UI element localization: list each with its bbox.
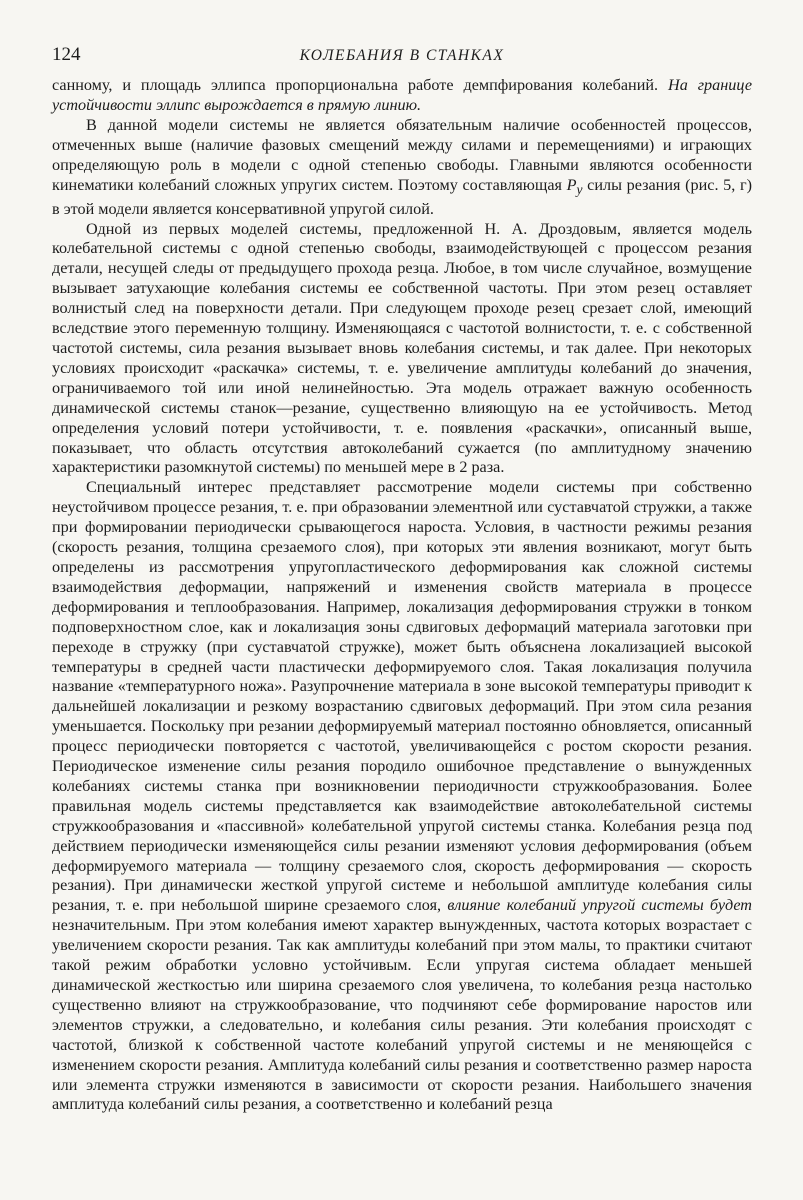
- paragraph-text: незначительным. При этом колебания имеют характер вынужденных, частота которых возрастает с увеличением скорости резания. Так как амплитуды колебаний при этом малы, то практики считают такой режим обработки условно устойчивым. Если упругая система обладает меньшей динамической жесткостью или ширина срезаемого слоя увеличена, то колебания резца настолько существенно влияют на стружкообразование, что подчиняют себе формирование наростов или элементов стружки, а следовательно, и колебания силы резания. Эти колебания происходят с частотой, близкой к собственной частоте колебаний упругой системы и не меняющейся с изменением скорости резания. Амплитуда колебаний силы резания и соответственно размер нароста или элемента стружки изменяются в зависимости от скорости резания. Наибольшего значения амплитуда колебаний силы резания, а соответственно и колебаний резца: [52, 916, 752, 1114]
- running-title: КОЛЕБАНИЯ В СТАНКАХ: [299, 47, 505, 64]
- paragraph-text: Специальный интерес представляет рассмотрение модели системы при собственно неустойчивом процессе резания, т. е. при образовании элементной или суставчатой стружки, а также при формировании периодически срывающегося нароста. Условия, в частности режимы резания (скорость резания, толщина срезаемого слоя), при которых эти явления возникают, могут быть определены из рассмотрения упругопластического деформирования как сложной системы взаимодействия деформации, напряжений и изменения свойств материала в процессе деформирования и теплообразования. Например, локализация деформирования стружки в тонком подповерхностном слое, как и локализация зоны сдвиговых деформаций материала заготовки при переходе в стружку (при суставчатой стружке), может быть объяснена локализацией высокой температуры в средней части пластически деформируемого слоя. Такая локализация получила название «температурного ножа». Разупрочнение материала в зоне высокой температуры приводит к дальнейшей локализации и резкому возрастанию сдвиговых деформаций. При этом сила резания уменьшается. Поскольку при резании деформируемый материал постоянно обновляется, описанный процесс периодически повторяется с частотой, увеличивающейся с ростом скорости резания. Периодическое изменение силы резания породило ошибочное представление о вынужденных колебаниях системы станка при возникновении периодичности стружкообразования. Более правильная модель системы представляется как взаимодействие автоколебательной системы стружкообразования и «пассивной» колебательной упругой системы станка. Колебания резца под действием периодически изменяющейся силы резании изменяют условия деформирования (объем деформируемого материала — толщину срезаемого слоя, скорость деформирования — скорость резания). При динамически жесткой упругой системе и небольшой амплитуде колебания силы резания, т. е. при небольшой ширине срезаемого слоя,: [52, 478, 752, 915]
- paragraph-continuation: [52, 76, 752, 116]
- italic-phrase: влияние колебаний упругой системы будет: [447, 896, 753, 915]
- force-symbol: P: [566, 175, 577, 194]
- paragraph-drozdov-model: [52, 220, 752, 479]
- page-number: 124: [52, 44, 81, 65]
- book-page: [52, 44, 752, 1115]
- italic-phrase: На границе устойчивости эллипс вырождается в прямую линию.: [52, 76, 753, 114]
- page-header: [52, 44, 752, 70]
- body-text: [52, 76, 752, 1115]
- paragraph-unstable-cutting: [52, 478, 752, 1115]
- paragraph-model-features: [52, 116, 752, 220]
- paragraph-text: санному, и площадь эллипса пропорциональна работе демпфирования колебаний.: [52, 76, 659, 94]
- paragraph-text: силы резания (рис. 5, г) в этой модели является консервативной упругой силой.: [52, 175, 752, 218]
- force-subscript: y: [576, 181, 583, 197]
- paragraph-text: Одной из первых моделей системы, предложенной Н. А. Дроздовым, является модель колебательной системы с одной степенью свободы, взаимодействующей с процессом резания детали, несущей следы от предыдущего прохода резца. Любое, в том числе случайное, возмущение вызывает затухающие колебания системы ее собственной частоты. При этом резец оставляет волнистый след на поверхности детали. При следующем проходе резец срезает слой, имеющий вследствие этого переменную толщину. Изменяющаяся с частотой волнистости, т. е. с собственной частотой системы, сила резания вызывает вновь колебания системы, и так далее. При некоторых условиях происходит «раскачка» системы, т. е. увеличение амплитуды колебаний до значения, ограничиваемого той или иной нелинейностью. Эта модель отражает важную особенность динамической системы станок—резание, существенно влияющую на ее устойчивость. Метод определения условий потери устойчивости, т. е. появления «раскачки», описанный выше, показывает, что область отсутствия автоколебаний сужается (по амплитудному значению характеристики разомкнутой системы) по меньшей мере в 2 раза.: [52, 219, 752, 477]
- paragraph-text: В данной модели системы не является обязательным наличие особенностей процессов, отмеченных выше (наличие фазовых смещений между силами и перемещениями) и играющих определяющую роль в модели с одной степенью свободы. Главными являются особенности кинематики колебаний сложных упругих систем. Поэтому составляющая: [52, 115, 752, 194]
